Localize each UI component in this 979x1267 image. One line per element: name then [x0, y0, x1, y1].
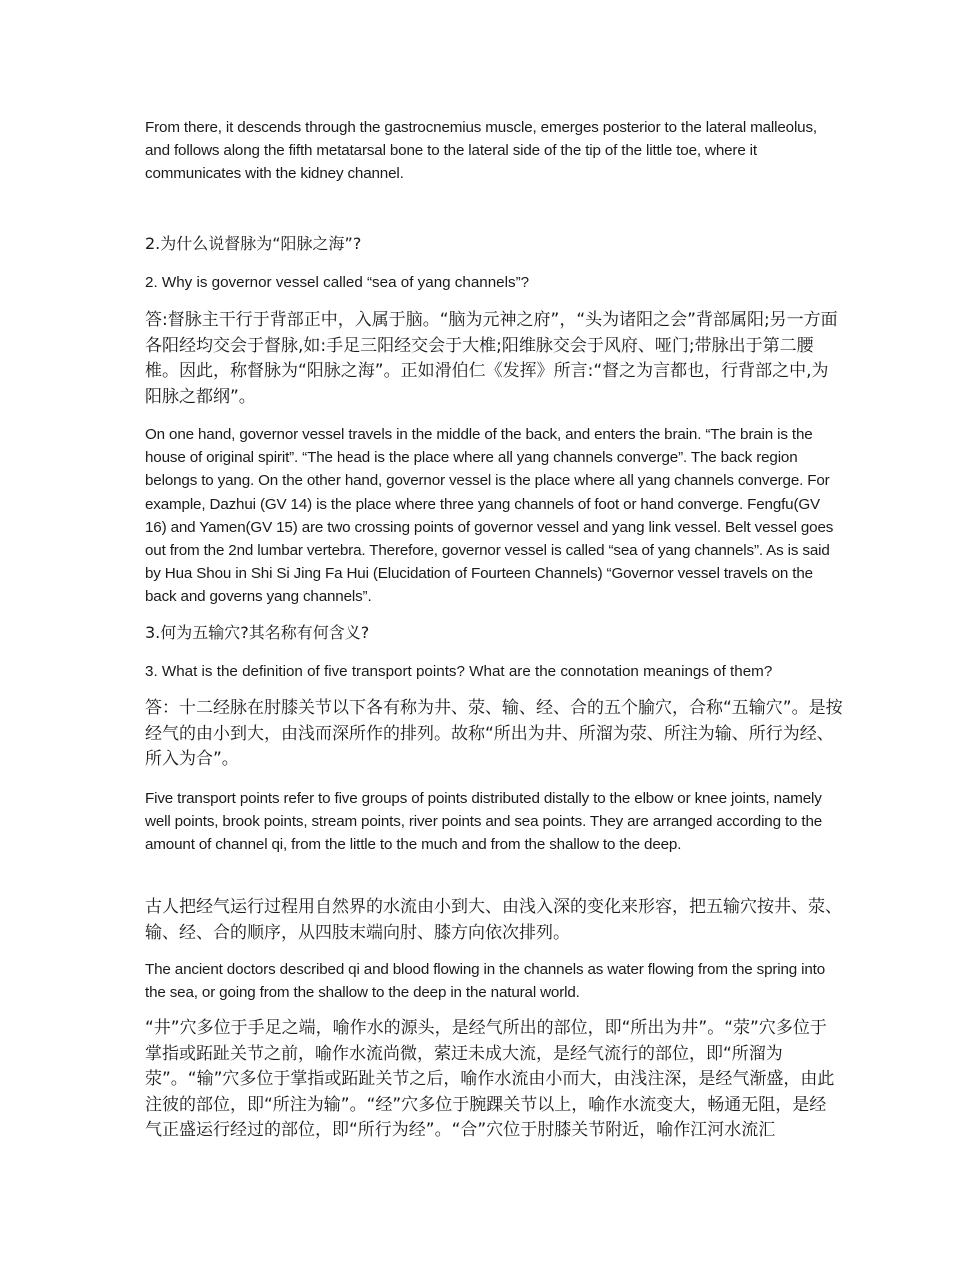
question-2-heading-zh: 2.为什么说督脉为“阳脉之海”?	[145, 234, 362, 253]
answer-2-en: On one hand, governor vessel travels in the middle of the back, and enters the brain. “The brain is the house of original spirit”. “The head is the place where all yang channels converge”. The back region belongs to yang. On the other hand, governor vessel is the place where all yang channels converge. For example, Dazhui (GV 14) is the place where three yang channels of foot or hand converge. Fengfu(GV 16) and Yamen(GV 15) are two crossing points of governor vessel and yang link vessel. Belt vessel goes out from the 2nd lumbar vertebra. Therefore, governor vessel is called “sea of yang channels”. As is said by Hua Shou in Shi Si Jing Fa Hui (Elucidation of Fourteen Channels) “Governor vessel travels on the back and governs yang channels”.	[145, 426, 834, 606]
question-2-heading-en: 2. Why is governor vessel called “sea of yang channels”?	[145, 274, 530, 291]
paragraph-bladder-channel-course: From there, it descends through the gastrocnemius muscle, emerges posterior to the lateral malleolus, and follows along the fifth metatarsal bone to the lateral side of the tip of the little toe, where it communicates with the kidney channel.	[145, 119, 817, 183]
five-points-explanation-zh: “井”穴多位于手足之端，喻作水的源头，是经气所出的部位，即“所出为井”。“荥”穴多位于掌指或跖趾关节之前，喻作水流尚微，萦迂未成大流，是经气流行的部位，即“所溜为荥”。“输”穴多位于掌指或跖趾关节之后，喻作水流由小而大，由浅注深，是经气渐盛，由此注彼的部位，即“所注为输”。“经”穴多位于腕踝关节以上，喻作水流变大，畅通无阻，是经气正盛运行经过的部位，即“所行为经”。“合”穴位于肘膝关节附近，喻作江河水流汇	[145, 1018, 835, 1140]
answer-3-zh: 答：十二经脉在肘膝关节以下各有称为井、荥、输、经、合的五个腧穴，合称“五输穴”。是按经气的由小到大，由浅而深所作的排列。故称“所出为井、所溜为荥、所注为输、所行为经、所入为合”。	[145, 698, 843, 769]
question-3-heading-zh: 3.何为五输穴?其名称有何含义?	[145, 623, 370, 642]
answer-2-zh: 答:督脉主干行于背部正中，入属于脑。“脑为元神之府”，“头为诸阳之会”背部属阳;另一方面各阳经均交会于督脉,如:手足三阳经交会于大椎;阳维脉交会于风府、哑门;带脉出于第二腰椎。因此，称督脉为“阳脉之海”。正如滑伯仁《发挥》所言:“督之为言都也，行背部之中,为阳脉之都纲”。	[145, 310, 838, 407]
question-3-heading-en: 3. What is the definition of five transport points? What are the connotation meanings of them?	[145, 663, 773, 680]
analogy-zh: 古人把经气运行过程用自然界的水流由小到大、由浅入深的变化来形容，把五输穴按井、荥、输、经、合的顺序，从四肢末端向肘、膝方向依次排列。	[145, 897, 842, 943]
answer-3-en: Five transport points refer to five groups of points distributed distally to the elbow or knee joints, namely well points, brook points, stream points, river points and sea points. They are arranged according to the amount of channel qi, from the little to the much and from the shallow to the deep.	[145, 790, 823, 854]
analogy-en: The ancient doctors described qi and blood flowing in the channels as water flowing from the spring into the sea, or going from the shallow to the deep in the natural world.	[145, 961, 826, 1002]
